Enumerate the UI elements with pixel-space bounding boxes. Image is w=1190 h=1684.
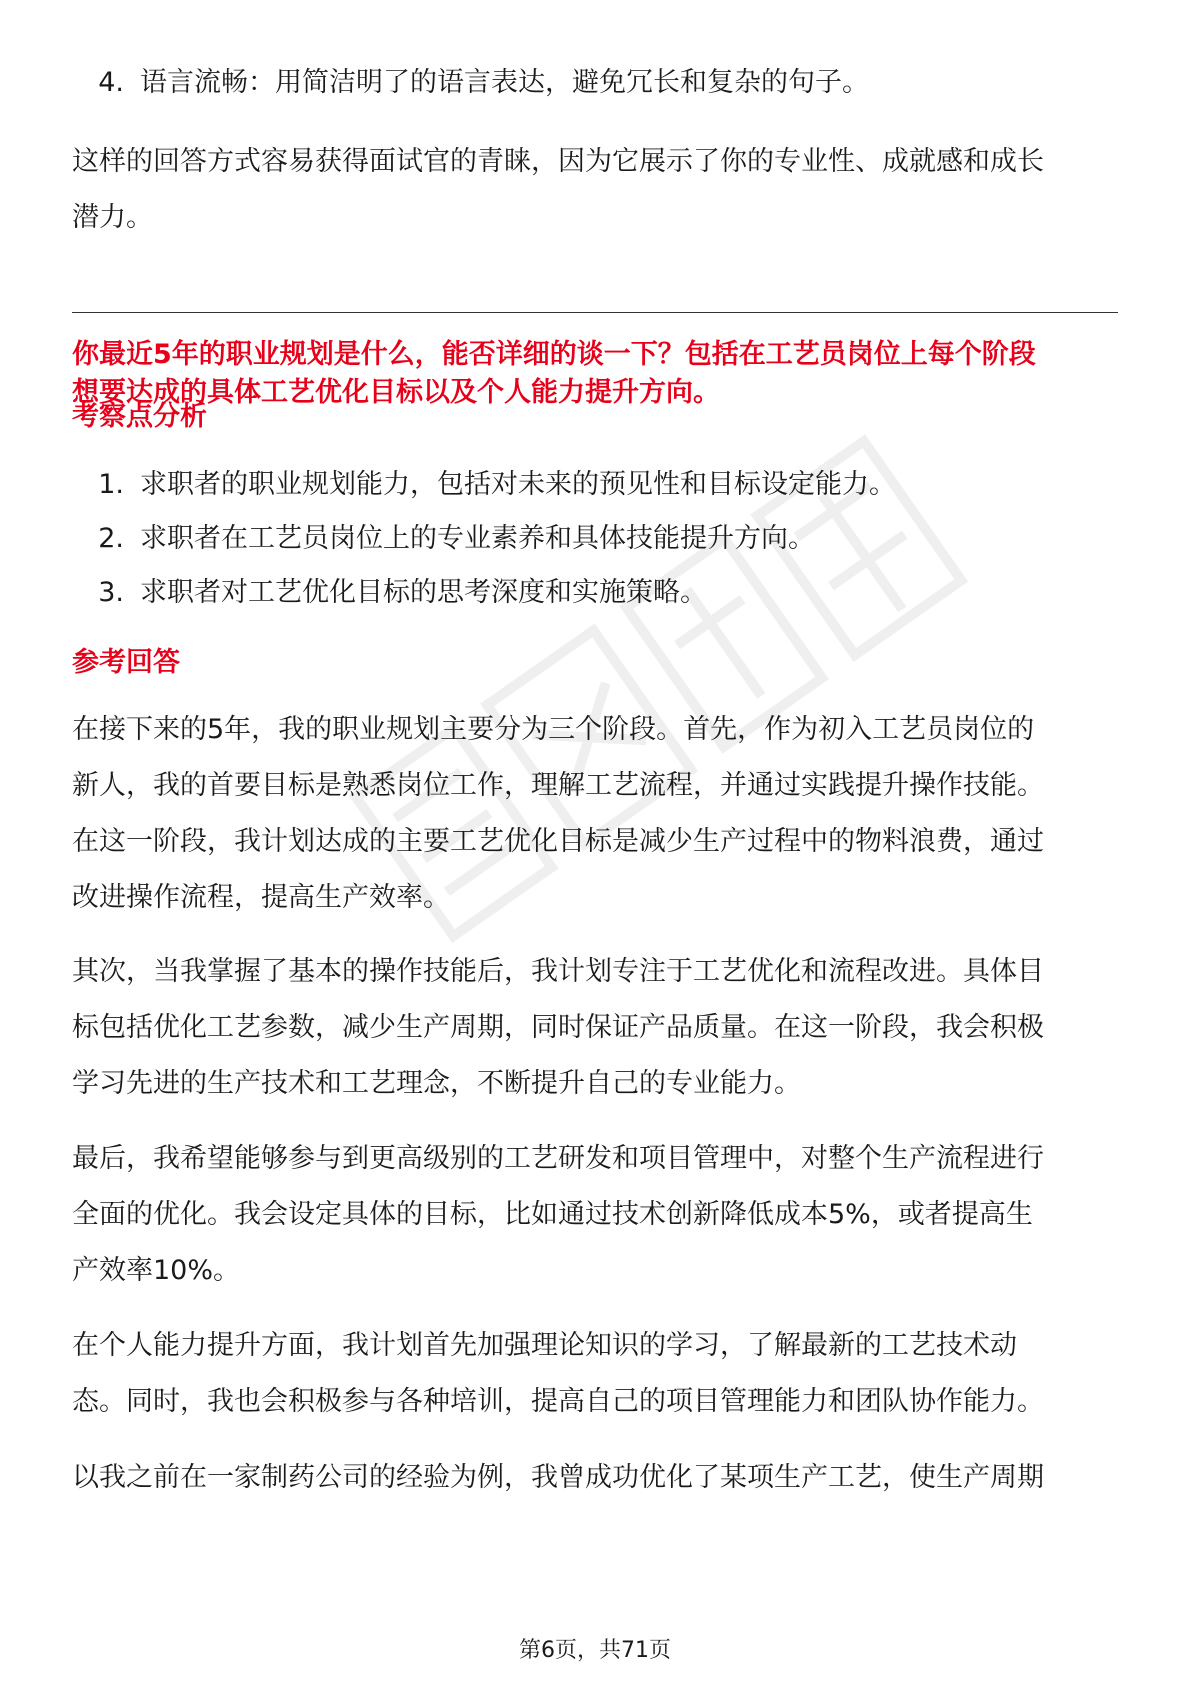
question-heading xyxy=(72,336,1036,412)
answer-title: 参考回答 xyxy=(72,647,180,678)
answer-paragraph-3 xyxy=(72,1131,1118,1299)
list-number: 2. xyxy=(98,523,124,554)
analysis-item-3 xyxy=(72,574,707,612)
list-item-4 xyxy=(72,64,869,102)
answer-paragraph-1 xyxy=(72,702,1118,926)
list-text: 语言流畅：用简洁明了的语言表达，避免冗长和复杂的句子。 xyxy=(140,67,869,98)
list-number: 1. xyxy=(98,469,124,500)
paragraph-line: 产效率10%。 xyxy=(72,1255,241,1286)
paragraph-line: 最后，我希望能够参与到更高级别的工艺研发和项目管理中，对整个生产流程进行 xyxy=(72,1143,1044,1174)
list-text: 求职者的职业规划能力，包括对未来的预见性和目标设定能力。 xyxy=(140,469,896,500)
paragraph-line: 其次，当我掌握了基本的操作技能后，我计划专注于工艺优化和流程改进。具体目 xyxy=(72,956,1044,987)
page-footer: 第6页，共71页 xyxy=(519,1638,671,1663)
analysis-item-2 xyxy=(72,520,815,558)
paragraph-line: 全面的优化。我会设定具体的目标，比如通过技术创新降低成本5%，或者提高生 xyxy=(72,1199,1033,1230)
list-text: 求职者在工艺员岗位上的专业素养和具体技能提升方向。 xyxy=(140,523,815,554)
paragraph-line: 在这一阶段，我计划达成的主要工艺优化目标是减少生产过程中的物料浪费，通过 xyxy=(72,826,1044,857)
question-line: 你最近5年的职业规划是什么，能否详细的谈一下？包括在工艺员岗位上每个阶段 xyxy=(72,339,1036,370)
paragraph-line: 在接下来的5年，我的职业规划主要分为三个阶段。首先，作为初入工艺员岗位的 xyxy=(72,714,1035,745)
paragraph-line: 潜力。 xyxy=(72,202,153,233)
paragraph-line: 在个人能力提升方面，我计划首先加强理论知识的学习，了解最新的工艺技术动 xyxy=(72,1330,1017,1361)
answer-paragraph-2 xyxy=(72,944,1118,1112)
question-line: 想要达成的具体工艺优化目标以及个人能力提升方向。 xyxy=(72,377,720,408)
section-divider xyxy=(72,312,1118,313)
paragraph-line: 新人，我的首要目标是熟悉岗位工作，理解工艺流程，并通过实践提升操作技能。 xyxy=(72,770,1044,801)
paragraph-line: 标包括优化工艺参数，减少生产周期，同时保证产品质量。在这一阶段，我会积极 xyxy=(72,1012,1044,1043)
summary-paragraph xyxy=(72,134,1118,246)
answer-paragraph-5 xyxy=(72,1450,1118,1506)
paragraph-line: 以我之前在一家制药公司的经验为例，我曾成功优化了某项生产工艺，使生产周期 xyxy=(72,1462,1044,1493)
list-number: 4. xyxy=(98,67,124,98)
paragraph-line: 学习先进的生产技术和工艺理念，不断提升自己的专业能力。 xyxy=(72,1068,801,1099)
list-text: 求职者对工艺优化目标的思考深度和实施策略。 xyxy=(140,577,707,608)
analysis-title: 考察点分析 xyxy=(72,401,207,432)
answer-paragraph-4 xyxy=(72,1318,1118,1430)
paragraph-line: 改进操作流程，提高生产效率。 xyxy=(72,882,450,913)
paragraph-line: 这样的回答方式容易获得面试官的青睐，因为它展示了你的专业性、成就感和成长 xyxy=(72,146,1044,177)
list-number: 3. xyxy=(98,577,124,608)
analysis-item-1 xyxy=(72,466,896,504)
paragraph-line: 态。同时，我也会积极参与各种培训，提高自己的项目管理能力和团队协作能力。 xyxy=(72,1386,1044,1417)
